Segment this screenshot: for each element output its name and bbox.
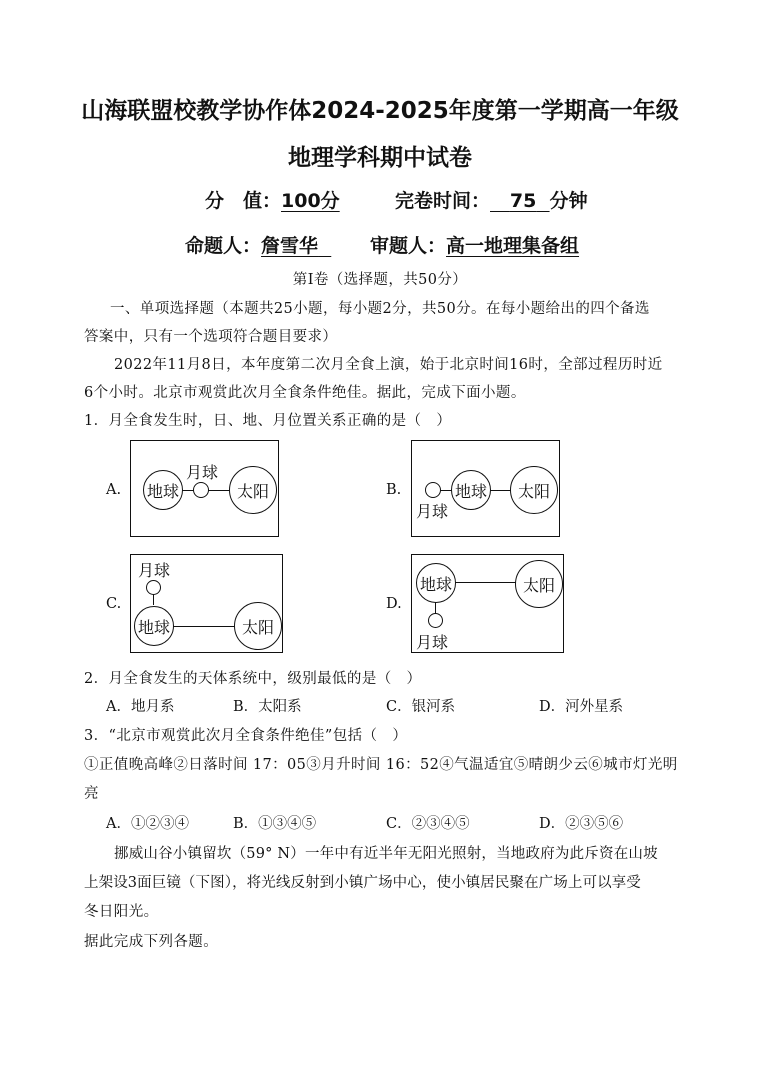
reviewer-value: 高一地理集备组: [446, 235, 580, 257]
moon-label: 月球: [416, 633, 449, 652]
time-label: 完卷时间：: [395, 190, 491, 212]
moon-circle: [193, 482, 209, 498]
earth-circle: 地球: [451, 470, 491, 510]
author-label: 命题人：: [185, 235, 262, 257]
moon-label: 月球: [138, 561, 171, 580]
question3-conditions-line2: 亮: [84, 786, 99, 802]
moon-circle: [428, 613, 443, 628]
sun-circle: 太阳: [515, 560, 563, 608]
passage1-line2: 6个小时。北京市观赏此次月全食条件绝佳。据此，完成下面小题。: [84, 385, 526, 401]
q1-option-d-diagram[interactable]: [411, 554, 564, 653]
exam-title-line2: 地理学科期中试卷: [288, 145, 472, 171]
q1-option-b-label: B.: [386, 482, 402, 498]
q1-option-a-diagram[interactable]: [130, 440, 279, 537]
time-info: [395, 186, 588, 213]
score-value: 100分: [281, 190, 340, 212]
earth-circle: 地球: [416, 563, 456, 603]
passage2-line1: 挪威山谷小镇留坎（59° N）一年中有近半年无阳光照射，当地政府为此斥资在山坡: [114, 846, 658, 862]
moon-circle: [146, 580, 161, 595]
moon-label: 月球: [416, 502, 449, 521]
time-value: 75: [509, 190, 537, 212]
q2-option-b[interactable]: B．太阳系: [233, 699, 302, 715]
q1-option-a-label: A.: [106, 482, 122, 498]
q1-option-d-label: D.: [386, 596, 402, 612]
instructions-line1: 一、单项选择题（本题共25小题，每小题2分，共50分。在每小题给出的四个备选: [110, 301, 650, 317]
earth-circle: 地球: [134, 606, 174, 646]
sun-circle: 太阳: [510, 466, 558, 514]
orbit-line: [452, 582, 516, 583]
score-label: 分 值：: [205, 190, 282, 212]
score-info: [205, 186, 340, 213]
q2-option-d[interactable]: D．河外星系: [539, 699, 624, 715]
orbit-line: [173, 626, 235, 627]
question3-conditions-line1: ①正值晚高峰②日落时间 17：05③月升时间 16：52④气温适宜⑤晴朗少云⑥城市灯光明: [84, 757, 678, 773]
passage2-line2: 上架设3面巨镜（下图），将光线反射到小镇广场中心，使小镇居民聚在广场上可以享受: [84, 875, 641, 891]
sun-circle: 太阳: [234, 602, 282, 650]
passage2-line4: 据此完成下列各题。: [84, 934, 219, 950]
time-unit: 分钟: [549, 190, 588, 212]
q1-option-b-diagram[interactable]: [411, 440, 560, 537]
passage1-line1: 2022年11月8日，本年度第二次月全食上演，始于北京时间16时，全部过程历时近: [114, 357, 663, 373]
earth-circle: 地球: [143, 470, 183, 510]
q3-option-a[interactable]: A．①②③④: [106, 816, 189, 832]
instructions-line2: 答案中，只有一个选项符合题目要求）: [84, 329, 338, 345]
moon-label: 月球: [186, 463, 219, 482]
q3-option-d[interactable]: D．②③⑤⑥: [539, 816, 624, 832]
q2-option-c[interactable]: C．银河系: [386, 699, 456, 715]
q3-option-b[interactable]: B．①③④⑤: [233, 816, 317, 832]
passage2-line3: 冬日阳光。: [84, 904, 159, 920]
author-info: [185, 231, 331, 258]
q3-option-c[interactable]: C．②③④⑤: [386, 816, 470, 832]
author-value: 詹雪华: [261, 235, 319, 257]
question2-stem: 2．月全食发生的天体系统中，级别最低的是（ ）: [84, 671, 422, 687]
q1-option-c-label: C.: [106, 596, 122, 612]
question3-stem: 3．“北京市观赏此次月全食条件绝佳”包括（ ）: [84, 728, 408, 744]
q1-option-c-diagram[interactable]: [130, 554, 283, 653]
reviewer-info: [370, 231, 579, 258]
question1-stem: 1．月全食发生时，日、地、月位置关系正确的是（ ）: [84, 413, 452, 429]
exam-title-line1: 山海联盟校教学协作体2024-2025年度第一学期高一年级: [81, 98, 679, 124]
part-title: 第Ⅰ卷（选择题，共50分）: [292, 272, 468, 288]
sun-circle: 太阳: [229, 466, 277, 514]
q2-option-a[interactable]: A．地月系: [106, 699, 175, 715]
moon-circle: [425, 482, 441, 498]
reviewer-label: 审题人：: [370, 235, 447, 257]
